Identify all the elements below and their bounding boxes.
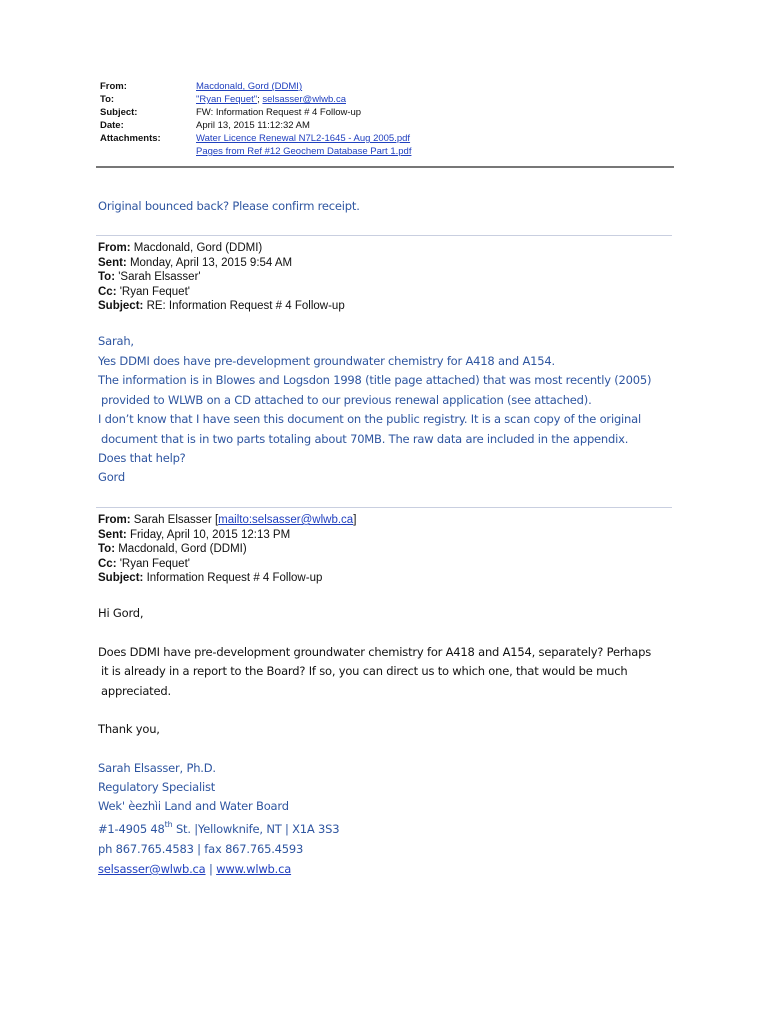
reply1-sent-label: Sent: (98, 256, 127, 269)
reply1-body-line: The information is in Blowes and Logsdon 1998 (title page attached) that was most recently (2005) (98, 373, 652, 387)
signature-name: Sarah Elsasser, Ph.D. (98, 761, 216, 775)
header-date-row (100, 119, 411, 132)
signature-email-link[interactable]: selsasser@wlwb.ca (98, 862, 206, 876)
email-header (100, 80, 411, 158)
reply1-body-line: I don’t know that I have seen this document on the public registry. It is a scan copy of the original (98, 412, 641, 426)
attachment-link-2[interactable]: Pages from Ref #12 Geochem Database Part 1.pdf (196, 146, 412, 157)
reply2-sent-value: Friday, April 10, 2015 12:13 PM (126, 528, 291, 541)
attachment-link-1[interactable]: Water Licence Renewal N7L2-1645 - Aug 2005.pdf (196, 133, 411, 144)
header-to-separator: ; (257, 94, 263, 105)
header-subject-value: FW: Information Request # 4 Follow-up (196, 107, 362, 118)
reply2-greeting: Hi Gord, (98, 606, 144, 620)
reply2-thanks: Thank you, (98, 722, 160, 736)
signature-web-link[interactable]: www.wlwb.ca (216, 862, 292, 876)
reply1-sent-value: Monday, April 13, 2015 9:54 AM (126, 256, 293, 269)
reply1-subject-value: RE: Information Request # 4 Follow-up (143, 300, 345, 313)
reply2-to-value: Macdonald, Gord (DDMI) (115, 543, 247, 556)
header-attachments-label: Attachments: (100, 133, 161, 144)
header-from-link[interactable]: Macdonald, Gord (DDMI) (196, 81, 303, 92)
address-sup: th (164, 820, 173, 829)
reply2-subject-row (98, 571, 356, 586)
header-subject-row (100, 106, 411, 119)
reply2-meta (98, 513, 356, 586)
reply1-meta (98, 241, 345, 314)
reply1-subject-label: Subject: (98, 300, 144, 313)
top-message: Original bounced back? Please confirm receipt. (98, 199, 360, 213)
reply1-to-value: 'Sarah Elsasser' (115, 271, 201, 284)
header-divider (96, 166, 674, 168)
reply1-body-line: provided to WLWB on a CD attached to our previous renewal application (see attached). (101, 393, 592, 407)
header-to-label: To: (100, 94, 115, 105)
reply2-body-line: appreciated. (101, 684, 171, 698)
reply1-to-row (98, 270, 345, 285)
address-pre: #1-4905 48 (98, 822, 165, 836)
reply1-body-line: Sarah, (98, 334, 134, 348)
reply2-from-label: From: (98, 514, 131, 526)
header-from-row (100, 80, 411, 93)
reply2-from-row (98, 513, 356, 528)
reply1-divider (96, 235, 672, 236)
reply2-cc-row (98, 557, 356, 572)
reply1-signoff: Gord (98, 470, 125, 484)
reply1-cc-row (98, 285, 345, 300)
header-subject-label: Subject: (100, 107, 138, 118)
header-to-row (100, 93, 411, 106)
signature-separator: | (205, 862, 217, 876)
reply2-divider (96, 507, 672, 508)
header-to-link-1[interactable]: "Ryan Fequet" (196, 94, 258, 105)
reply1-body-line: Yes DDMI does have pre-development groundwater chemistry for A418 and A154. (98, 354, 555, 368)
header-date-label: Date: (100, 120, 124, 131)
reply1-body-line: document that is in two parts totaling about 70MB. The raw data are included in the appendix. (101, 432, 629, 446)
header-to-link-2[interactable]: selsasser@wlwb.ca (262, 94, 346, 105)
signature-address (98, 822, 339, 836)
reply2-sent-row (98, 528, 356, 543)
reply2-from-close: ] (353, 514, 357, 526)
reply2-subject-value: Information Request # 4 Follow-up (143, 572, 323, 585)
reply2-cc-label: Cc: (98, 557, 117, 570)
header-date-value: April 13, 2015 11:12:32 AM (196, 120, 310, 131)
reply2-from-value: Sarah Elsasser [ (130, 514, 219, 526)
reply1-from-value: Macdonald, Gord (DDMI) (130, 242, 263, 254)
header-attachments-row (100, 132, 411, 145)
reply2-mailto-link[interactable]: mailto:selsasser@wlwb.ca (218, 514, 354, 526)
reply2-to-label: To: (98, 543, 116, 556)
signature-links (98, 862, 291, 876)
reply1-sent-row (98, 256, 345, 271)
reply1-from-row (98, 241, 345, 256)
reply2-sent-label: Sent: (98, 528, 127, 541)
reply1-subject-row (98, 299, 345, 314)
reply2-to-row (98, 542, 356, 557)
reply2-body-line: it is already in a report to the Board? If so, you can direct us to which one, that would be much (101, 664, 628, 678)
signature-org: Wek' èezhìi Land and Water Board (98, 799, 289, 813)
reply1-to-label: To: (98, 271, 116, 284)
reply2-body-line: Does DDMI have pre-development groundwater chemistry for A418 and A154, separately? Perhaps (98, 645, 652, 659)
header-attachments-row-2 (100, 145, 411, 158)
header-from-label: From: (100, 81, 127, 92)
reply2-cc-value: 'Ryan Fequet' (116, 557, 190, 570)
reply1-from-label: From: (98, 242, 131, 254)
reply1-cc-value: 'Ryan Fequet' (116, 285, 190, 298)
reply2-subject-label: Subject: (98, 572, 144, 585)
signature-phone: ph 867.765.4583 | fax 867.765.4593 (98, 842, 304, 856)
address-post: St. |Yellowknife, NT | X1A 3S3 (172, 822, 340, 836)
reply1-body-line: Does that help? (98, 451, 186, 465)
reply1-cc-label: Cc: (98, 285, 117, 298)
signature-title: Regulatory Specialist (98, 780, 216, 794)
